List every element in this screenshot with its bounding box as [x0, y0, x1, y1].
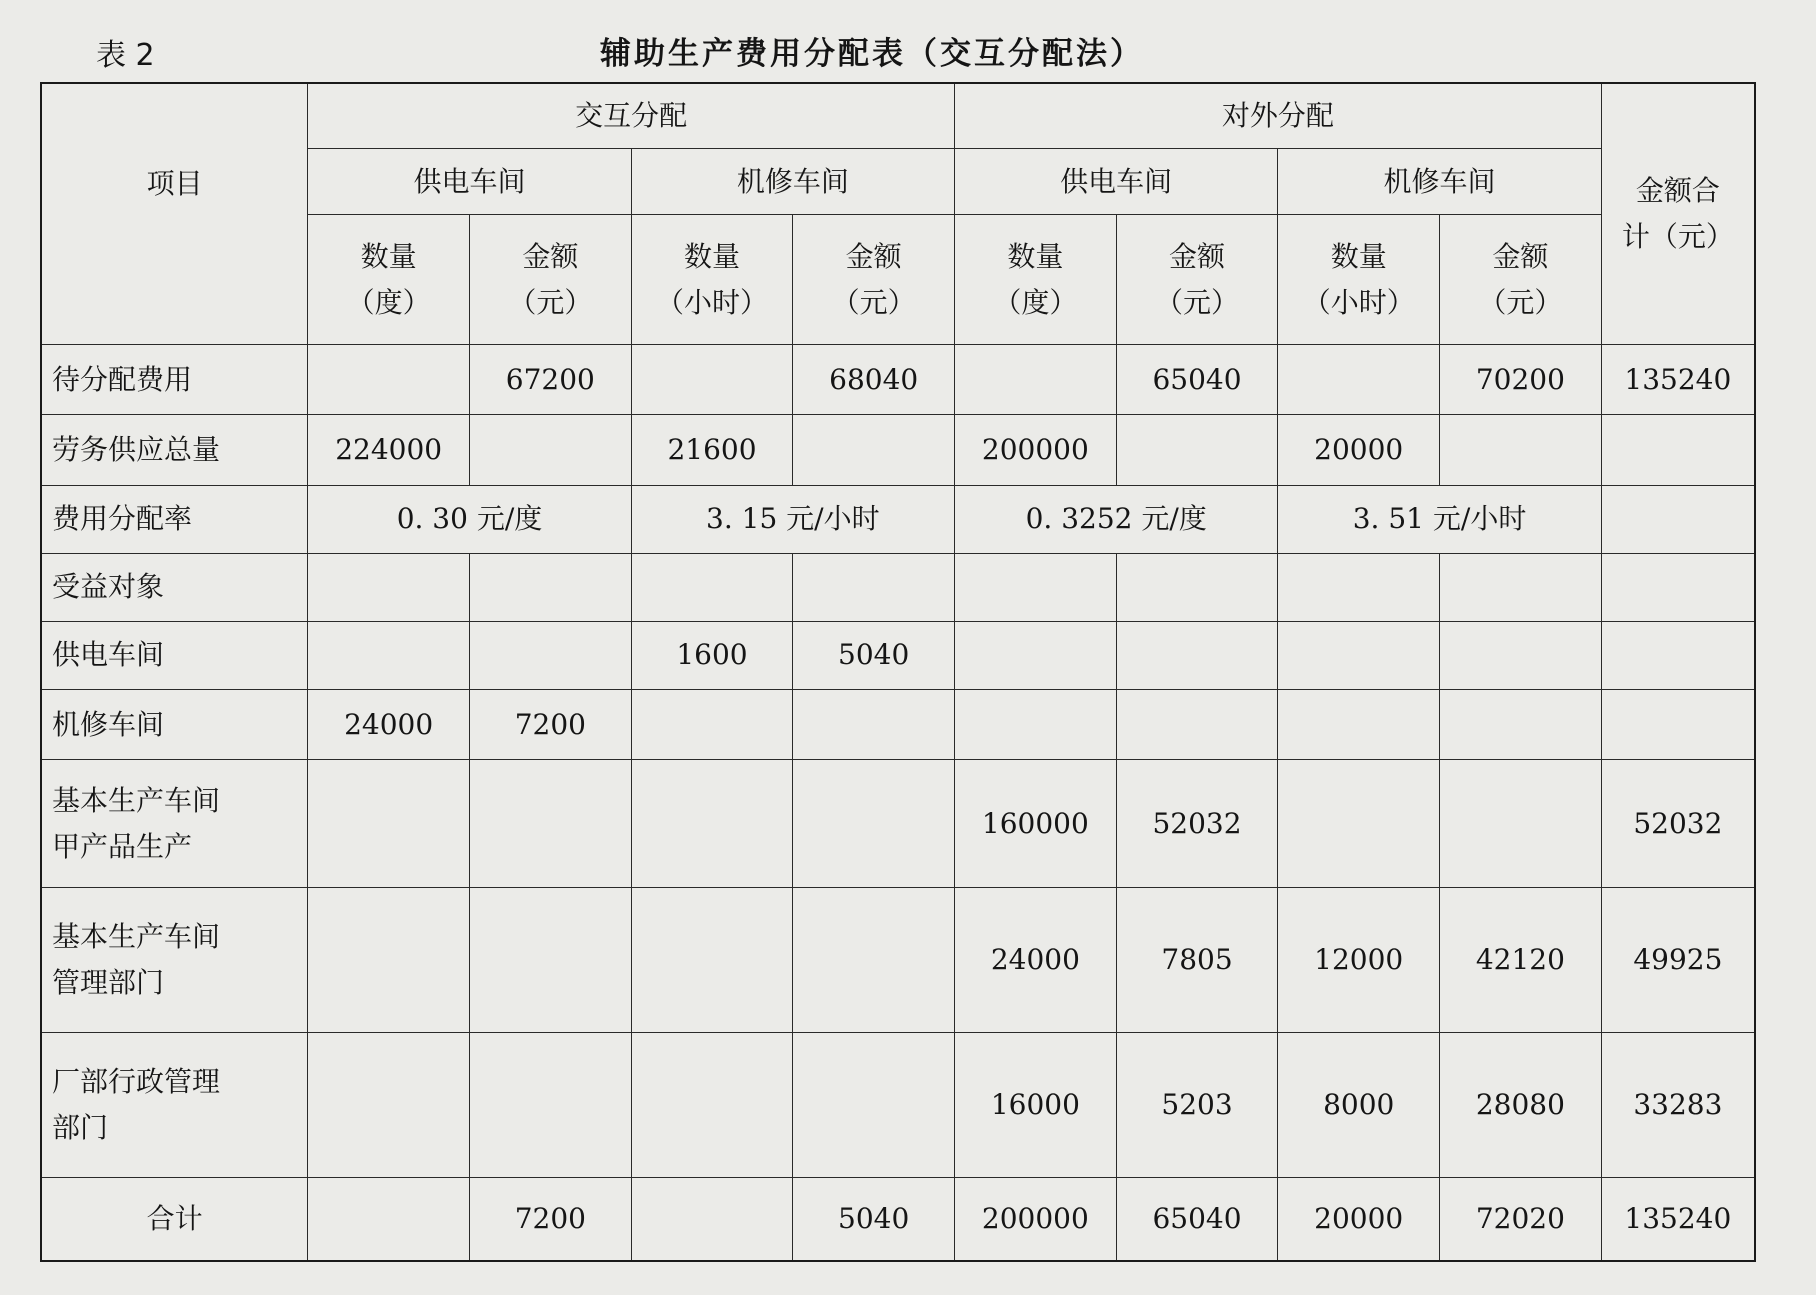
cell: 7200 [469, 1177, 631, 1261]
cell: 65040 [1116, 1177, 1278, 1261]
cell [1601, 621, 1755, 689]
cell [631, 1032, 793, 1177]
header-total-line1: 金额合 [1635, 174, 1720, 207]
cell [1116, 621, 1278, 689]
header-item: 项目 [41, 83, 308, 345]
qty-label: 数量 [1330, 239, 1387, 273]
cell [1440, 760, 1602, 887]
table-number: 表 2 [96, 38, 155, 73]
cell: 135240 [1601, 345, 1755, 415]
cell [631, 1177, 793, 1261]
cell: 20000 [1278, 1177, 1440, 1261]
cell [469, 887, 631, 1032]
cell [1116, 415, 1278, 485]
row-label: 劳务供应总量 [41, 415, 308, 485]
cell: 42120 [1440, 887, 1602, 1032]
cell: 224000 [308, 415, 470, 485]
row-pending [41, 345, 1755, 415]
cell: 5040 [793, 1177, 955, 1261]
cell [308, 621, 470, 689]
cell: 7805 [1116, 887, 1278, 1032]
cell: 5203 [1116, 1032, 1278, 1177]
cell: 7200 [469, 690, 631, 760]
cell [1278, 553, 1440, 621]
cell: 68040 [793, 345, 955, 415]
cell [1601, 553, 1755, 621]
cell-rate: 0. 30 元/度 [308, 485, 631, 553]
cell: 5040 [793, 621, 955, 689]
cell [1278, 621, 1440, 689]
cell [308, 345, 470, 415]
header-e-power-amt [1116, 215, 1278, 345]
cell [793, 1032, 955, 1177]
cell: 200000 [955, 1177, 1117, 1261]
cell [631, 887, 793, 1032]
cell [1440, 553, 1602, 621]
row-power [41, 621, 1755, 689]
cell: 33283 [1601, 1032, 1755, 1177]
cell [469, 621, 631, 689]
row-label-line1: 基本生产车间 [52, 919, 221, 953]
cell [793, 690, 955, 760]
amount-label: 金额 [522, 239, 579, 273]
cell: 12000 [1278, 887, 1440, 1032]
row-label-line1: 厂部行政管理 [52, 1064, 221, 1098]
cell: 28080 [1440, 1032, 1602, 1177]
row-rate [41, 485, 1755, 553]
cell [469, 1032, 631, 1177]
unit-label: （元） [1155, 285, 1240, 319]
cell [1278, 690, 1440, 760]
header-mutual-power: 供电车间 [308, 149, 631, 215]
row-supply [41, 415, 1755, 485]
cell [1601, 690, 1755, 760]
qty-label: 数量 [360, 239, 417, 273]
header-row-1 [41, 83, 1755, 149]
cell: 135240 [1601, 1177, 1755, 1261]
cell [793, 415, 955, 485]
row-label: 机修车间 [41, 690, 308, 760]
cell [1601, 415, 1755, 485]
row-label-line2: 部门 [52, 1110, 109, 1144]
header-e-repair-qty [1278, 215, 1440, 345]
cell [1440, 621, 1602, 689]
cell [955, 345, 1117, 415]
cell [1278, 760, 1440, 887]
cell: 21600 [631, 415, 793, 485]
row-basic-product-a [41, 760, 1755, 887]
unit-label: （小时） [1302, 285, 1415, 319]
table-title: 辅助生产费用分配表（交互分配法） [600, 36, 1144, 72]
header-mutual: 交互分配 [308, 83, 955, 149]
cell [955, 621, 1117, 689]
cell [793, 887, 955, 1032]
cell: 70200 [1440, 345, 1602, 415]
row-label: 合计 [41, 1177, 308, 1261]
cell: 52032 [1601, 760, 1755, 887]
row-label: 费用分配率 [41, 485, 308, 553]
cell [1116, 690, 1278, 760]
header-m-repair-amt [793, 215, 955, 345]
unit-label: （元） [831, 285, 916, 319]
header-m-power-qty [308, 215, 470, 345]
header-total-line2: 计（元） [1621, 220, 1734, 253]
row-label-line1: 基本生产车间 [52, 783, 221, 817]
header-e-power-qty [955, 215, 1117, 345]
header-external: 对外分配 [955, 83, 1602, 149]
cell [1601, 485, 1755, 553]
cell [1440, 690, 1602, 760]
cell [308, 1032, 470, 1177]
row-total [41, 1177, 1755, 1261]
amount-label: 金额 [1492, 239, 1549, 273]
cell [1278, 345, 1440, 415]
cell [469, 760, 631, 887]
cell [955, 690, 1117, 760]
cell [1440, 415, 1602, 485]
cell [308, 760, 470, 887]
header-m-power-amt [469, 215, 631, 345]
cell [955, 553, 1117, 621]
cell [469, 415, 631, 485]
cell [793, 553, 955, 621]
cell [631, 760, 793, 887]
cell: 65040 [1116, 345, 1278, 415]
unit-label: （元） [1478, 285, 1563, 319]
qty-label: 数量 [1007, 239, 1064, 273]
header-external-power: 供电车间 [955, 149, 1278, 215]
row-basic-management [41, 887, 1755, 1032]
cell: 20000 [1278, 415, 1440, 485]
unit-label: （度） [993, 285, 1078, 319]
unit-label: （小时） [655, 285, 768, 319]
cell [631, 553, 793, 621]
allocation-table [40, 82, 1756, 1262]
amount-label: 金额 [845, 239, 902, 273]
row-label-line2: 甲产品生产 [52, 829, 193, 863]
cell: 72020 [1440, 1177, 1602, 1261]
cell-rate: 3. 51 元/小时 [1278, 485, 1601, 553]
row-label-line2: 管理部门 [52, 965, 165, 999]
row-label [41, 1032, 308, 1177]
qty-label: 数量 [683, 239, 740, 273]
cell: 200000 [955, 415, 1117, 485]
cell [469, 553, 631, 621]
cell [308, 887, 470, 1032]
cell: 67200 [469, 345, 631, 415]
row-label: 待分配费用 [41, 345, 308, 415]
header-e-repair-amt [1440, 215, 1602, 345]
cell [308, 1177, 470, 1261]
row-label: 受益对象 [41, 553, 308, 621]
cell-rate: 0. 3252 元/度 [955, 485, 1278, 553]
cell: 49925 [1601, 887, 1755, 1032]
header-total [1601, 83, 1755, 345]
cell: 160000 [955, 760, 1117, 887]
cell [631, 345, 793, 415]
amount-label: 金额 [1169, 239, 1226, 273]
cell: 1600 [631, 621, 793, 689]
cell [1116, 553, 1278, 621]
cell: 24000 [308, 690, 470, 760]
cell-rate: 3. 15 元/小时 [631, 485, 954, 553]
cell: 24000 [955, 887, 1117, 1032]
unit-label: （元） [508, 285, 593, 319]
cell [308, 553, 470, 621]
cell [793, 760, 955, 887]
row-beneficiary [41, 553, 1755, 621]
row-label [41, 887, 308, 1032]
header-m-repair-qty [631, 215, 793, 345]
row-label [41, 760, 308, 887]
row-repair [41, 690, 1755, 760]
cell: 8000 [1278, 1032, 1440, 1177]
row-admin [41, 1032, 1755, 1177]
header-mutual-repair: 机修车间 [631, 149, 954, 215]
unit-label: （度） [346, 285, 431, 319]
cell: 52032 [1116, 760, 1278, 887]
header-external-repair: 机修车间 [1278, 149, 1601, 215]
row-label: 供电车间 [41, 621, 308, 689]
cell [631, 690, 793, 760]
cell: 16000 [955, 1032, 1117, 1177]
